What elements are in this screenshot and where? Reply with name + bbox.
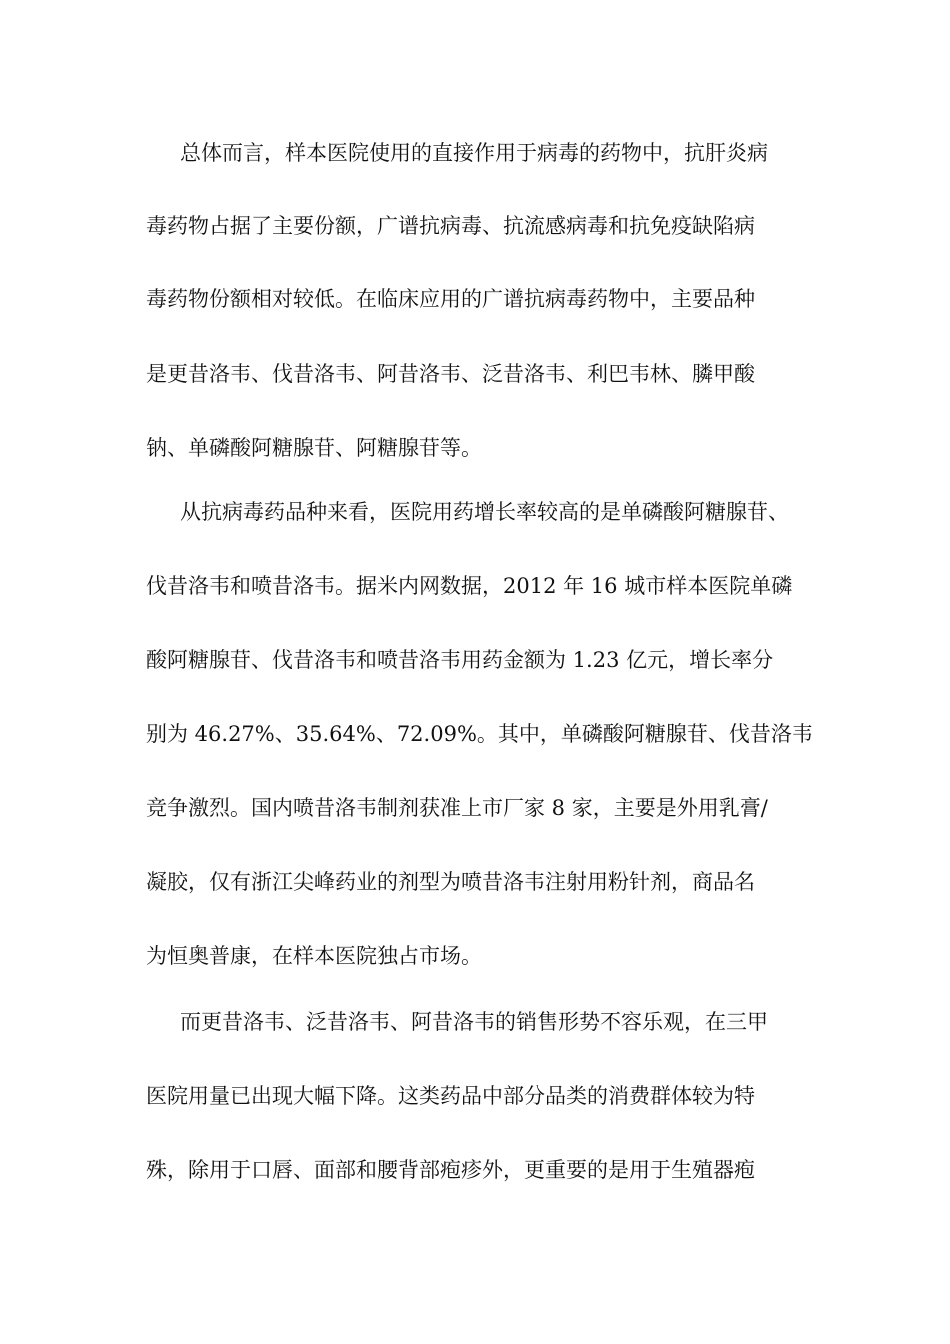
paragraph-2-line-3: 酸阿糖腺苷、伐昔洛韦和喷昔洛韦用药金额为 1.23 亿元，增长率分 — [146, 648, 774, 672]
paragraph-3-line-3: 殊，除用于口唇、面部和腰背部疱疹外，更重要的是用于生殖器疱 — [146, 1158, 755, 1182]
paragraph-1-line-5: 钠、单磷酸阿糖腺苷、阿糖腺苷等。 — [146, 436, 482, 460]
paragraph-1-line-1: 总体而言，样本医院使用的直接作用于病毒的药物中，抗肝炎病 — [180, 141, 768, 165]
paragraph-1-line-4: 是更昔洛韦、伐昔洛韦、阿昔洛韦、泛昔洛韦、利巴韦林、膦甲酸 — [146, 362, 755, 386]
paragraph-2-line-5: 竞争激烈。国内喷昔洛韦制剂获准上市厂家 8 家，主要是外用乳膏/ — [146, 796, 768, 820]
paragraph-3-line-2: 医院用量已出现大幅下降。这类药品中部分品类的消费群体较为特 — [146, 1084, 755, 1108]
paragraph-1-line-3: 毒药物份额相对较低。在临床应用的广谱抗病毒药物中，主要品种 — [146, 287, 755, 311]
paragraph-2-line-1: 从抗病毒药品种来看，医院用药增长率较高的是单磷酸阿糖腺苷、 — [180, 500, 789, 524]
paragraph-1-line-2: 毒药物占据了主要份额，广谱抗病毒、抗流感病毒和抗免疫缺陷病 — [146, 214, 755, 238]
paragraph-2-line-6: 凝胶，仅有浙江尖峰药业的剂型为喷昔洛韦注射用粉针剂，商品名 — [146, 870, 755, 894]
paragraph-3-line-1: 而更昔洛韦、泛昔洛韦、阿昔洛韦的销售形势不容乐观，在三甲 — [180, 1010, 768, 1034]
paragraph-2-line-2: 伐昔洛韦和喷昔洛韦。据米内网数据，2012 年 16 城市样本医院单磷 — [146, 574, 793, 598]
paragraph-2-line-4: 别为 46.27%、35.64%、72.09%。其中，单磷酸阿糖腺苷、伐昔洛韦 — [146, 722, 813, 746]
paragraph-2-line-7: 为恒奥普康，在样本医院独占市场。 — [146, 944, 482, 968]
